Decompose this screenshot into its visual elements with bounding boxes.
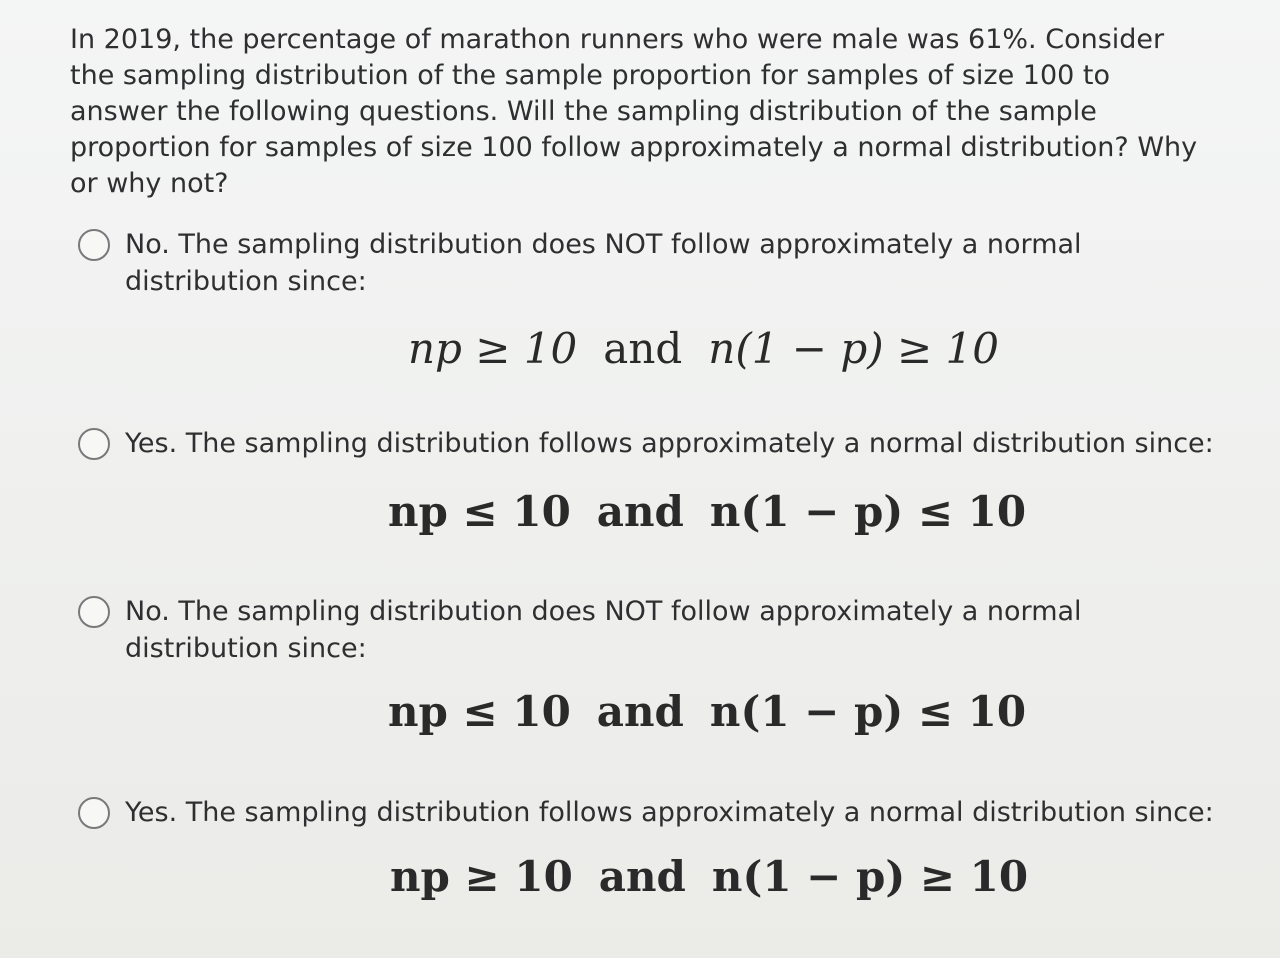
question-text: In 2019, the percentage of marathon runners who were male was 61%. Consider the sampling distribution of the sample proportion for samples of size 100 to answer the following questions. Will the sampling distribution of the sample proportion for samples of size 100 follow approximately a normal distribution? Why or why not? xyxy=(70,24,1198,199)
option-3-label: No. The sampling distribution does NOT follow approximately a normal distribution since: xyxy=(125,596,1082,664)
option-4-label: Yes. The sampling distribution follows approximately a normal distribution since: xyxy=(125,797,1214,828)
option-2-formula-left: np ≤ 10 xyxy=(388,487,571,536)
option-4-formula-right: n(1 − p) ≥ 10 xyxy=(711,852,1029,901)
radio-button-3[interactable] xyxy=(78,596,110,628)
option-1-formula-conjunction: and xyxy=(603,324,683,373)
option-1-formula-right: n(1 − p) ≥ 10 xyxy=(708,324,999,373)
radio-button-2[interactable] xyxy=(78,428,110,460)
option-1-formula-left: np ≥ 10 xyxy=(408,324,578,373)
radio-button-4[interactable] xyxy=(78,797,110,829)
option-4-formula-conjunction: and xyxy=(598,852,686,901)
option-3-formula xyxy=(388,688,1026,736)
option-2-formula-conjunction: and xyxy=(596,487,684,536)
option-4-formula-left: np ≥ 10 xyxy=(390,852,573,901)
option-1-formula xyxy=(408,325,999,373)
option-3-formula-right: n(1 − p) ≤ 10 xyxy=(709,687,1027,736)
option-2-formula-right: n(1 − p) ≤ 10 xyxy=(709,487,1027,536)
option-3-formula-conjunction: and xyxy=(596,687,684,736)
option-3-formula-left: np ≤ 10 xyxy=(388,687,571,736)
option-4-formula xyxy=(390,853,1028,901)
radio-button-1[interactable] xyxy=(78,229,110,261)
option-2-label: Yes. The sampling distribution follows approximately a normal distribution since: xyxy=(125,428,1214,459)
option-2-formula xyxy=(388,488,1026,536)
option-1-label: No. The sampling distribution does NOT follow approximately a normal distribution since: xyxy=(125,229,1082,297)
